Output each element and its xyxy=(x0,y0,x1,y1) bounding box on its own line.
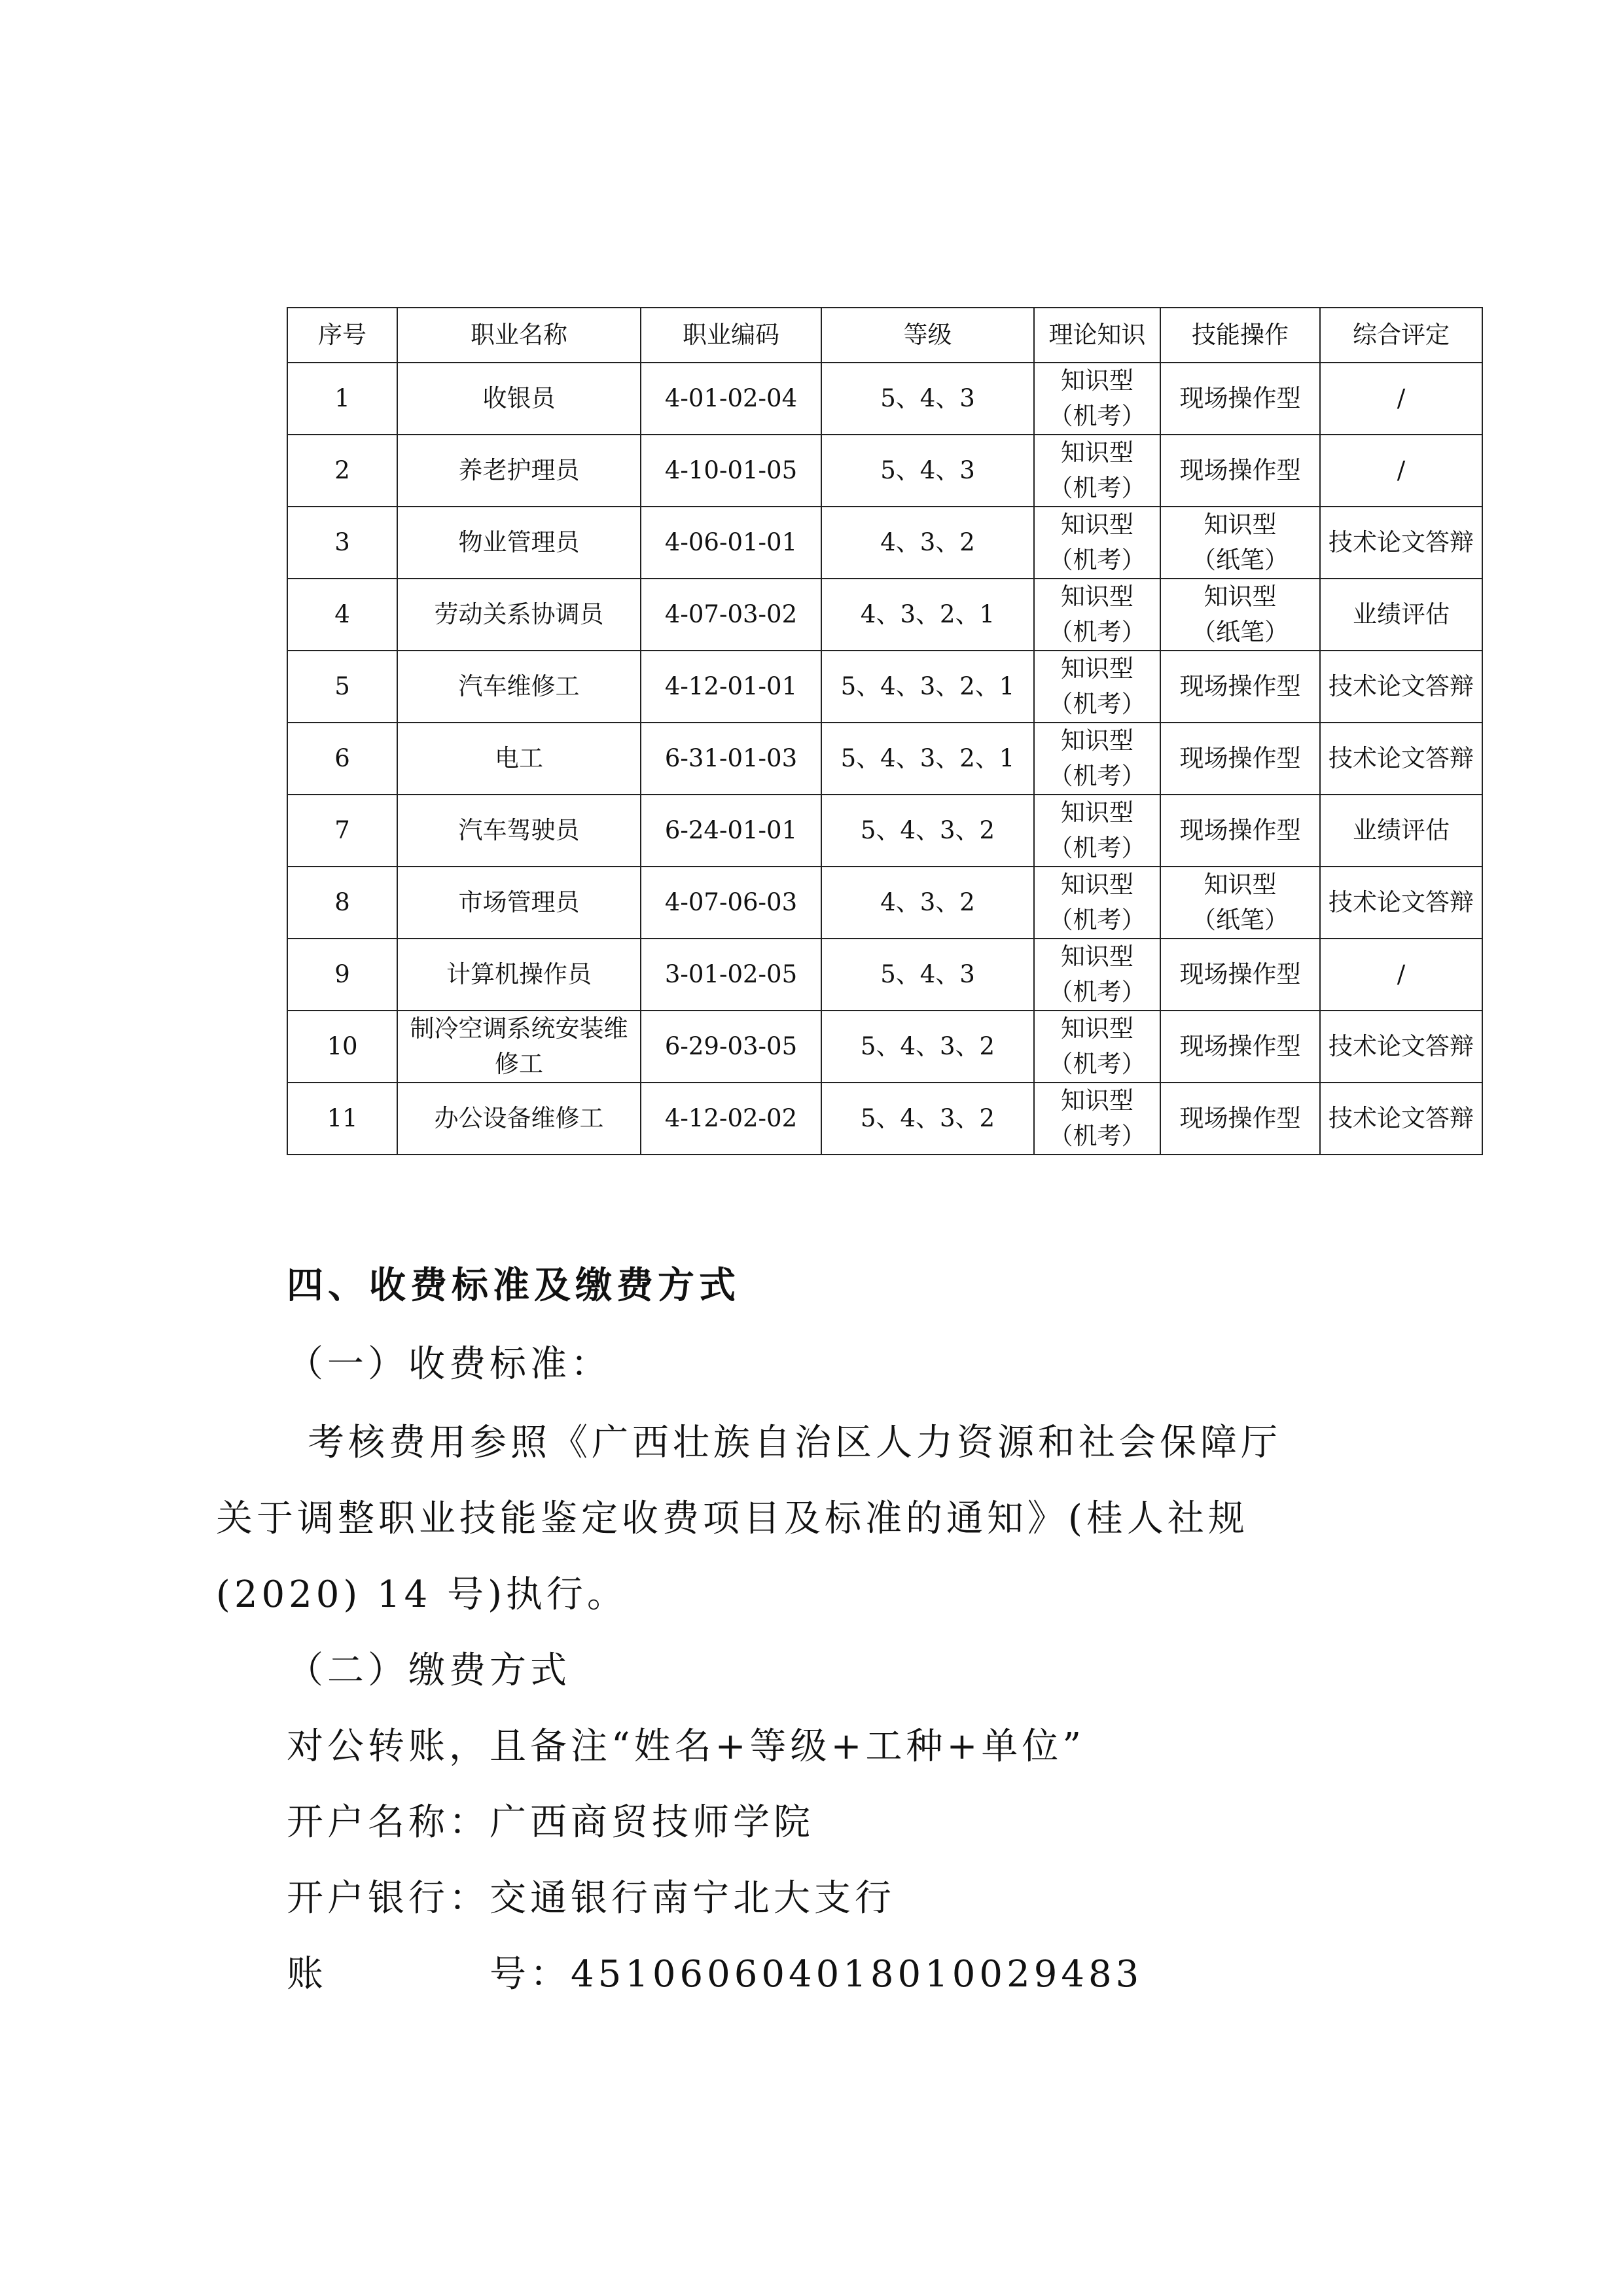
cell-level: 5、4、3 xyxy=(821,435,1034,507)
cell-skill-line: （纸笔） xyxy=(1192,546,1289,574)
cell-occupation-code: 4-06-01-01 xyxy=(641,507,821,579)
cell-serial: 11 xyxy=(287,1083,397,1155)
cell-level: 5、4、3、2 xyxy=(821,795,1034,867)
cell-level: 4、3、2、1 xyxy=(821,579,1034,651)
cell-occupation-name: 办公设备维修工 xyxy=(397,1083,641,1155)
cell-skill xyxy=(1160,795,1320,867)
account-number: 451060604018010029483 xyxy=(571,1953,1143,1996)
table-row xyxy=(287,579,1482,651)
cell-theory-line: （机考） xyxy=(1048,906,1146,934)
cell-serial: 4 xyxy=(287,579,397,651)
cell-theory-line: 知识型 xyxy=(1061,798,1133,827)
occupation-table xyxy=(287,307,1483,1155)
cell-evaluation: / xyxy=(1320,435,1482,507)
cell-level: 5、4、3、2、1 xyxy=(821,723,1034,795)
cell-occupation-code: 6-31-01-03 xyxy=(641,723,821,795)
cell-occupation-name: 养老护理员 xyxy=(397,435,641,507)
cell-theory xyxy=(1034,723,1160,795)
cell-skill xyxy=(1160,435,1320,507)
cell-theory-line: 知识型 xyxy=(1061,1086,1133,1115)
cell-theory xyxy=(1034,1011,1160,1083)
cell-occupation-name: 汽车驾驶员 xyxy=(397,795,641,867)
cell-skill-line: 知识型 xyxy=(1204,870,1277,899)
cell-serial: 9 xyxy=(287,939,397,1011)
cell-serial: 7 xyxy=(287,795,397,867)
cell-occupation-name: 制冷空调系统安装维修工 xyxy=(397,1011,641,1083)
cell-level: 5、4、3、2 xyxy=(821,1011,1034,1083)
cell-occupation-code: 4-07-03-02 xyxy=(641,579,821,651)
cell-skill-line: 现场操作型 xyxy=(1179,672,1301,700)
account-label: 账 xyxy=(287,1953,327,1996)
header-cell: 理论知识 xyxy=(1034,308,1160,363)
bank-name: 开户银行：交通银行南宁北大支行 xyxy=(287,1877,895,1920)
cell-evaluation: / xyxy=(1320,363,1482,435)
cell-theory-line: （机考） xyxy=(1048,690,1146,718)
cell-serial: 8 xyxy=(287,867,397,939)
cell-evaluation: 技术论文答辩 xyxy=(1320,1083,1482,1155)
cell-skill-line: 现场操作型 xyxy=(1179,1032,1301,1060)
header-cell: 职业名称 xyxy=(397,308,641,363)
cell-serial: 5 xyxy=(287,651,397,723)
cell-serial: 2 xyxy=(287,435,397,507)
cell-skill xyxy=(1160,651,1320,723)
cell-skill-line: （纸笔） xyxy=(1192,618,1289,646)
cell-occupation-name: 汽车维修工 xyxy=(397,651,641,723)
cell-serial: 3 xyxy=(287,507,397,579)
cell-theory-line: （机考） xyxy=(1048,1122,1146,1150)
transfer-note: 对公转账，且备注“姓名+等级+工种+单位” xyxy=(287,1725,1086,1768)
header-cell: 序号 xyxy=(287,308,397,363)
cell-skill-line: 现场操作型 xyxy=(1179,384,1301,412)
cell-theory xyxy=(1034,507,1160,579)
table-row xyxy=(287,795,1482,867)
table-row xyxy=(287,1011,1482,1083)
cell-theory-line: 知识型 xyxy=(1061,655,1133,683)
cell-theory-line: 知识型 xyxy=(1061,511,1133,539)
section-heading: 四、收费标准及缴费方式 xyxy=(287,1264,740,1307)
cell-occupation-code: 6-29-03-05 xyxy=(641,1011,821,1083)
cell-skill-line: 现场操作型 xyxy=(1179,1104,1301,1132)
cell-theory xyxy=(1034,867,1160,939)
cell-evaluation: 技术论文答辩 xyxy=(1320,723,1482,795)
cell-serial: 6 xyxy=(287,723,397,795)
cell-occupation-code: 4-12-02-02 xyxy=(641,1083,821,1155)
header-cell: 等级 xyxy=(821,308,1034,363)
cell-theory-line: 知识型 xyxy=(1061,367,1133,395)
table-row xyxy=(287,363,1482,435)
cell-theory-line: 知识型 xyxy=(1061,583,1133,611)
cell-theory-line: 知识型 xyxy=(1061,870,1133,899)
cell-skill-line: 知识型 xyxy=(1204,511,1277,539)
cell-skill xyxy=(1160,939,1320,1011)
cell-serial: 1 xyxy=(287,363,397,435)
cell-level: 5、4、3、2、1 xyxy=(821,651,1034,723)
cell-skill xyxy=(1160,867,1320,939)
subheading-fee-standard: （一）收费标准： xyxy=(287,1343,611,1386)
account-label-suffix: 号： xyxy=(490,1953,571,1996)
cell-theory xyxy=(1034,435,1160,507)
cell-skill xyxy=(1160,507,1320,579)
cell-skill xyxy=(1160,579,1320,651)
table-row xyxy=(287,939,1482,1011)
cell-theory xyxy=(1034,795,1160,867)
table-row xyxy=(287,1083,1482,1155)
table-row xyxy=(287,651,1482,723)
cell-theory-line: 知识型 xyxy=(1061,1014,1133,1043)
header-cell: 技能操作 xyxy=(1160,308,1320,363)
cell-skill-line: 现场操作型 xyxy=(1179,816,1301,844)
cell-skill-line: 知识型 xyxy=(1204,583,1277,611)
paragraph-line: 关于调整职业技能鉴定收费项目及标准的通知》(桂人社规 xyxy=(216,1498,1249,1540)
cell-theory-line: （机考） xyxy=(1048,978,1146,1006)
cell-occupation-code: 4-07-06-03 xyxy=(641,867,821,939)
cell-theory-line: （机考） xyxy=(1048,762,1146,790)
cell-skill xyxy=(1160,1083,1320,1155)
cell-occupation-code: 4-01-02-04 xyxy=(641,363,821,435)
cell-level: 4、3、2 xyxy=(821,867,1034,939)
cell-theory-line: （机考） xyxy=(1048,1050,1146,1078)
table-row xyxy=(287,723,1482,795)
cell-evaluation: / xyxy=(1320,939,1482,1011)
cell-theory xyxy=(1034,579,1160,651)
account-number-line xyxy=(287,1945,1143,1998)
table-header-row xyxy=(287,308,1482,363)
cell-theory xyxy=(1034,939,1160,1011)
cell-occupation-code: 4-12-01-01 xyxy=(641,651,821,723)
cell-skill-line: （纸笔） xyxy=(1192,906,1289,934)
cell-evaluation: 业绩评估 xyxy=(1320,795,1482,867)
cell-level: 5、4、3 xyxy=(821,363,1034,435)
cell-serial: 10 xyxy=(287,1011,397,1083)
cell-level: 5、4、3 xyxy=(821,939,1034,1011)
paragraph-line: (2020) 14 号)执行。 xyxy=(216,1573,628,1616)
header-cell: 职业编码 xyxy=(641,308,821,363)
cell-occupation-name: 电工 xyxy=(397,723,641,795)
cell-theory-line: （机考） xyxy=(1048,546,1146,574)
cell-theory xyxy=(1034,651,1160,723)
cell-occupation-name: 物业管理员 xyxy=(397,507,641,579)
cell-theory-line: 知识型 xyxy=(1061,726,1133,755)
cell-theory-line: （机考） xyxy=(1048,402,1146,430)
table-row xyxy=(287,867,1482,939)
cell-theory-line: 知识型 xyxy=(1061,942,1133,971)
header-cell: 综合评定 xyxy=(1320,308,1482,363)
cell-evaluation: 技术论文答辩 xyxy=(1320,507,1482,579)
cell-skill xyxy=(1160,363,1320,435)
subheading-payment-method: （二）缴费方式 xyxy=(287,1649,571,1692)
cell-skill-line: 现场操作型 xyxy=(1179,960,1301,988)
cell-skill-line: 现场操作型 xyxy=(1179,744,1301,772)
cell-level: 4、3、2 xyxy=(821,507,1034,579)
cell-occupation-code: 3-01-02-05 xyxy=(641,939,821,1011)
table-row xyxy=(287,507,1482,579)
account-name: 开户名称：广西商贸技师学院 xyxy=(287,1801,814,1844)
cell-theory-line: 知识型 xyxy=(1061,439,1133,467)
paragraph-line: 考核费用参照《广西壮族自治区人力资源和社会保障厅 xyxy=(308,1422,1281,1464)
table-body xyxy=(287,363,1482,1155)
cell-theory-line: （机考） xyxy=(1048,834,1146,862)
cell-theory-line: （机考） xyxy=(1048,474,1146,502)
cell-occupation-name: 市场管理员 xyxy=(397,867,641,939)
cell-theory xyxy=(1034,1083,1160,1155)
cell-occupation-code: 4-10-01-05 xyxy=(641,435,821,507)
table-row xyxy=(287,435,1482,507)
cell-occupation-name: 计算机操作员 xyxy=(397,939,641,1011)
cell-evaluation: 业绩评估 xyxy=(1320,579,1482,651)
cell-occupation-code: 6-24-01-01 xyxy=(641,795,821,867)
cell-evaluation: 技术论文答辩 xyxy=(1320,651,1482,723)
cell-evaluation: 技术论文答辩 xyxy=(1320,1011,1482,1083)
cell-occupation-name: 收银员 xyxy=(397,363,641,435)
cell-occupation-name: 劳动关系协调员 xyxy=(397,579,641,651)
cell-skill xyxy=(1160,723,1320,795)
cell-skill-line: 现场操作型 xyxy=(1179,456,1301,484)
cell-theory xyxy=(1034,363,1160,435)
cell-level: 5、4、3、2 xyxy=(821,1083,1034,1155)
cell-evaluation: 技术论文答辩 xyxy=(1320,867,1482,939)
cell-skill xyxy=(1160,1011,1320,1083)
cell-theory-line: （机考） xyxy=(1048,618,1146,646)
